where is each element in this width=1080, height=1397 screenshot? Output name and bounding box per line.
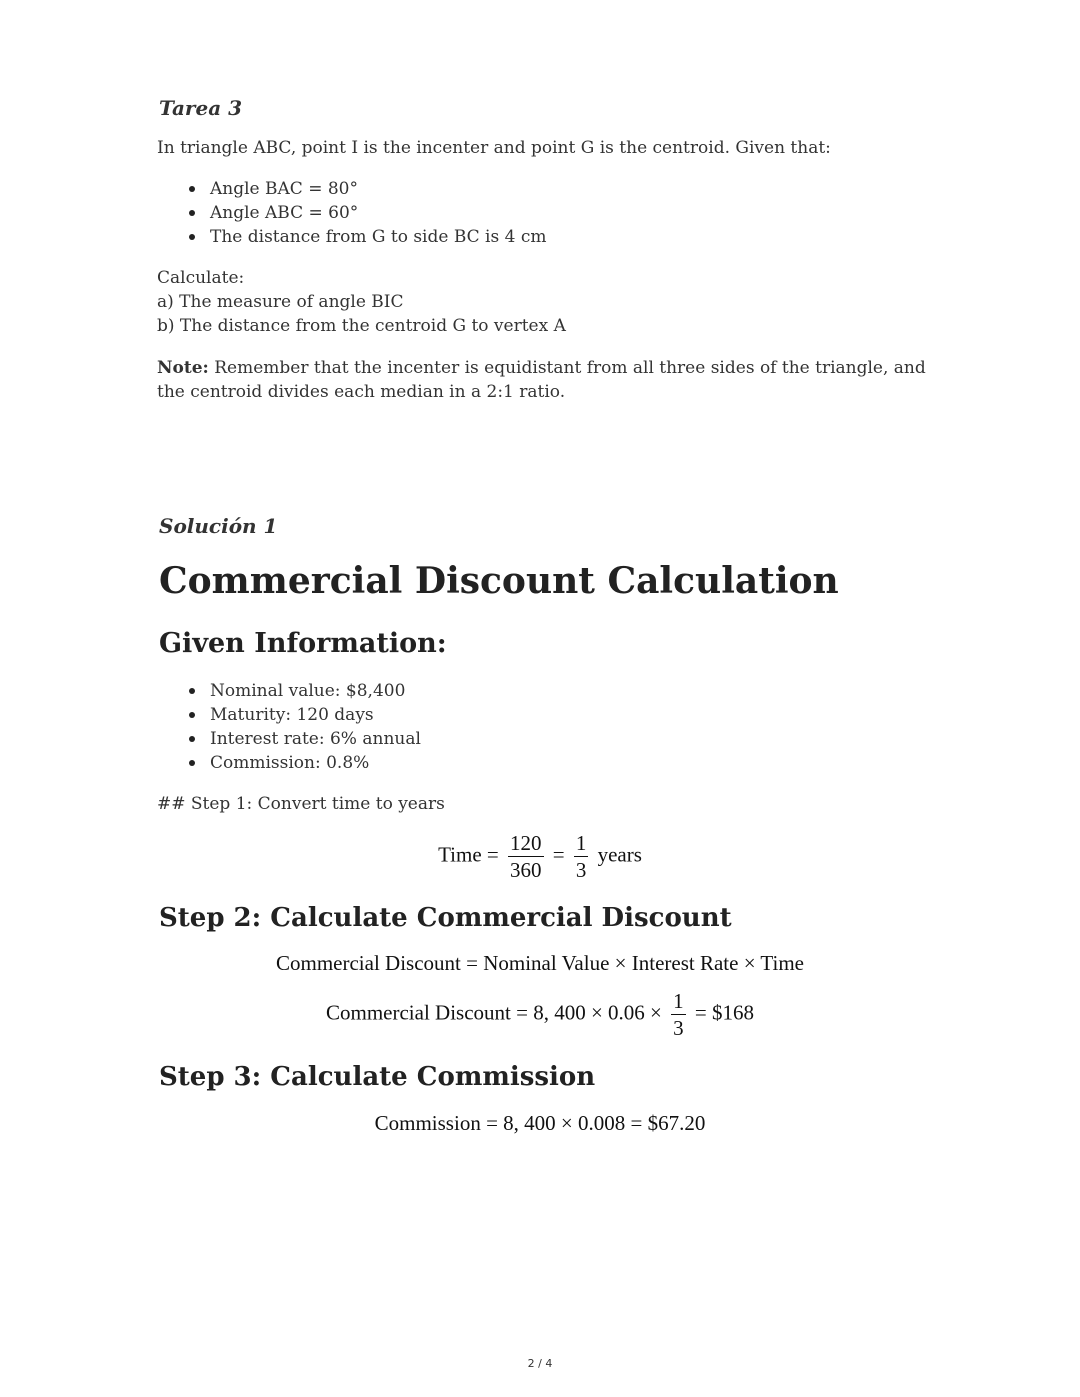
solution-title: Commercial Discount Calculation bbox=[159, 560, 839, 602]
given-info-list bbox=[157, 679, 421, 775]
list-item: Maturity: 120 days bbox=[157, 703, 421, 727]
eq-time-equals: = bbox=[552, 842, 565, 867]
list-item: Commission: 0.8% bbox=[157, 751, 421, 775]
fraction-1-3: $\frac{1}{3}$ bbox=[673, 989, 684, 1040]
task-part-b: b) The distance from the centroid G to vertex A bbox=[157, 316, 566, 336]
given-heading: Given Information: bbox=[159, 628, 447, 659]
task-intro: In triangle ABC, point I is the incenter and point G is the centroid. Given that: bbox=[157, 138, 831, 158]
fraction-1-3: $\frac{1}{3}$ bbox=[575, 831, 587, 882]
fraction-120-360: $\frac{120}{360}$ bbox=[510, 831, 542, 882]
eq-time-lhs: Time = bbox=[438, 842, 499, 867]
task-givens-list bbox=[157, 177, 546, 249]
page-number: 2 / 4 bbox=[527, 1357, 553, 1370]
list-item: Angle ABC = 60° bbox=[157, 201, 546, 225]
note-text: Remember that the incenter is equidistant from all three sides of the triangle, and the centroid divides each median in a 2:1 ratio. bbox=[157, 358, 926, 402]
task-part-a: a) The measure of angle BIC bbox=[157, 292, 404, 312]
eq-cd-rhs: = $168 bbox=[694, 1000, 754, 1025]
task-title: Tarea 3 bbox=[159, 96, 243, 120]
step1-heading: ## Step 1: Convert time to years bbox=[157, 794, 445, 814]
eq-cd-lhs: Commercial Discount = 8, 400 × 0.06 × bbox=[325, 1000, 662, 1025]
list-item: The distance from G to side BC is 4 cm bbox=[157, 225, 546, 249]
equation-commission: Commission = 8, 400 × 0.008 = $67.20 bbox=[374, 1111, 706, 1135]
solution-label: Solución 1 bbox=[159, 514, 278, 538]
list-item: Interest rate: 6% annual bbox=[157, 727, 421, 751]
equation-cd-calc bbox=[0, 990, 1080, 1039]
task-note bbox=[157, 356, 937, 404]
list-item: Nominal value: $8,400 bbox=[157, 679, 421, 703]
step3-heading: Step 3: Calculate Commission bbox=[159, 1062, 596, 1092]
eq-time-unit: years bbox=[597, 842, 642, 867]
step2-heading: Step 2: Calculate Commercial Discount bbox=[159, 903, 732, 933]
calculate-label: Calculate: bbox=[157, 268, 245, 288]
note-label: Note: bbox=[157, 358, 209, 378]
equation-cd-formula: Commercial Discount = Nominal Value × Interest Rate × Time bbox=[276, 951, 804, 975]
list-item: Angle BAC = 80° bbox=[157, 177, 546, 201]
equation-time bbox=[0, 832, 1080, 881]
